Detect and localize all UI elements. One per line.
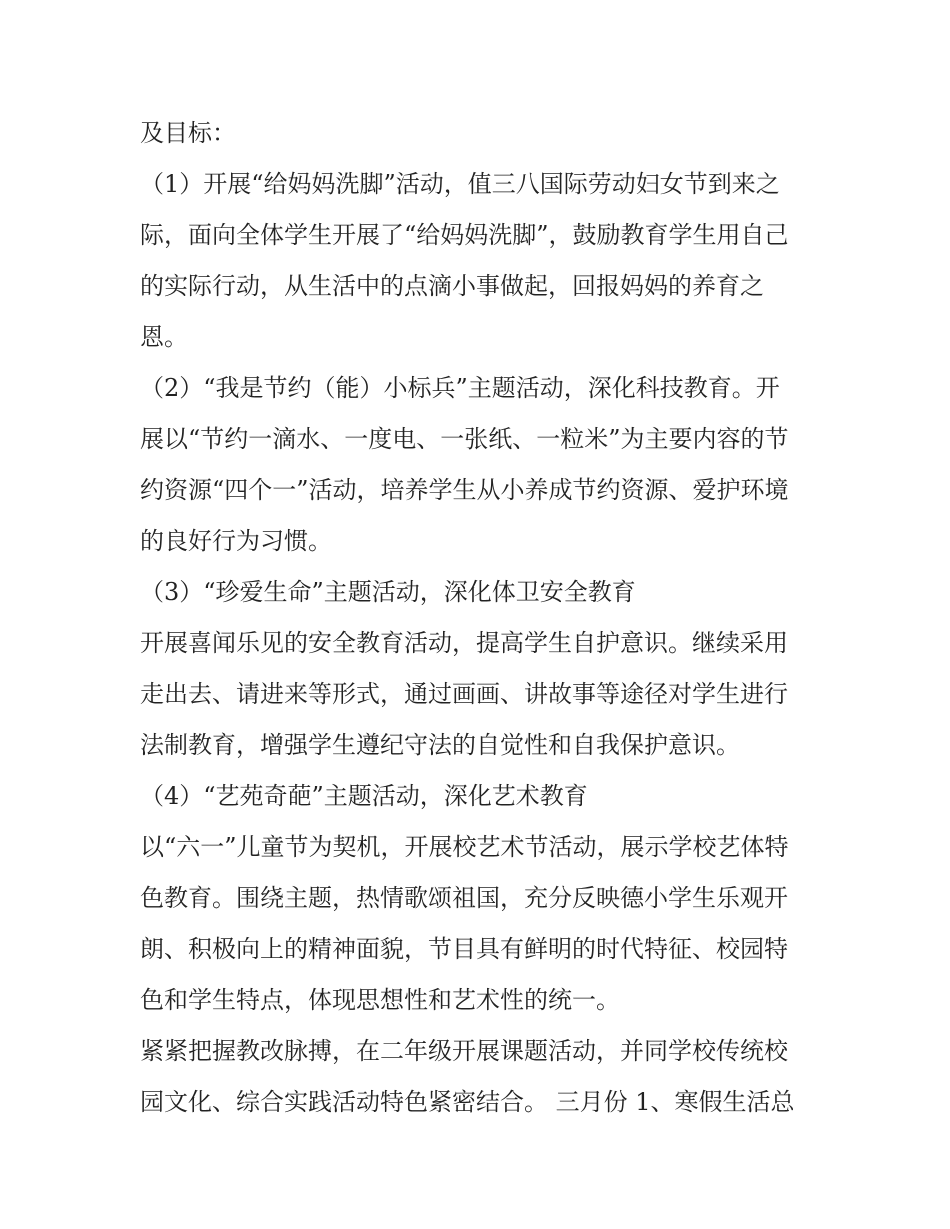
text-line: 走出去、请进来等形式，通过画画、讲故事等途径对学生进行 bbox=[140, 680, 788, 708]
text-line: 园文化、综合实践活动特色紧密结合。 三月份 1、寒假生活总 bbox=[140, 1088, 795, 1116]
text-line: 色教育。围绕主题，热情歌颂祖国，充分反映德小学生乐观开 bbox=[140, 884, 788, 912]
text-line: 展以“节约一滴水、一度电、一张纸、一粒米”为主要内容的节 bbox=[140, 425, 789, 453]
text-line: 以“六一”儿童节为契机，开展校艺术节活动，展示学校艺体特 bbox=[140, 833, 789, 861]
text-line: （1）开展“给妈妈洗脚”活动，值三八国际劳动妇女节到来之 bbox=[140, 170, 780, 198]
text-line: 恩。 bbox=[140, 323, 188, 351]
text-line: （2）“我是节约（能）小标兵”主题活动，深化科技教育。开 bbox=[140, 374, 780, 402]
text-line: 的良好行为习惯。 bbox=[140, 527, 332, 555]
text-line: 朗、积极向上的精神面貌，节目具有鲜明的时代特征、校园特 bbox=[140, 935, 788, 963]
text-line: 紧紧把握教改脉搏，在二年级开展课题活动，并同学校传统校 bbox=[140, 1037, 788, 1065]
text-line: 色和学生特点，体现思想性和艺术性的统一。 bbox=[140, 986, 620, 1014]
text-line: 及目标： bbox=[140, 119, 236, 147]
text-line: 法制教育，增强学生遵纪守法的自觉性和自我保护意识。 bbox=[140, 731, 740, 759]
body-text bbox=[140, 108, 820, 1128]
text-line: 约资源“四个一”活动，培养学生从小养成节约资源、爱护环境 bbox=[140, 476, 789, 504]
text-line: 开展喜闻乐见的安全教育活动，提高学生自护意识。继续采用 bbox=[140, 629, 788, 657]
text-line: 际，面向全体学生开展了“给妈妈洗脚”，鼓励教育学生用自己 bbox=[140, 221, 789, 249]
text-line: （3）“珍爱生命”主题活动，深化体卫安全教育 bbox=[140, 578, 636, 606]
text-line: 的实际行动，从生活中的点滴小事做起，回报妈妈的养育之 bbox=[140, 272, 764, 300]
text-line: （4）“艺苑奇葩”主题活动，深化艺术教育 bbox=[140, 782, 588, 810]
